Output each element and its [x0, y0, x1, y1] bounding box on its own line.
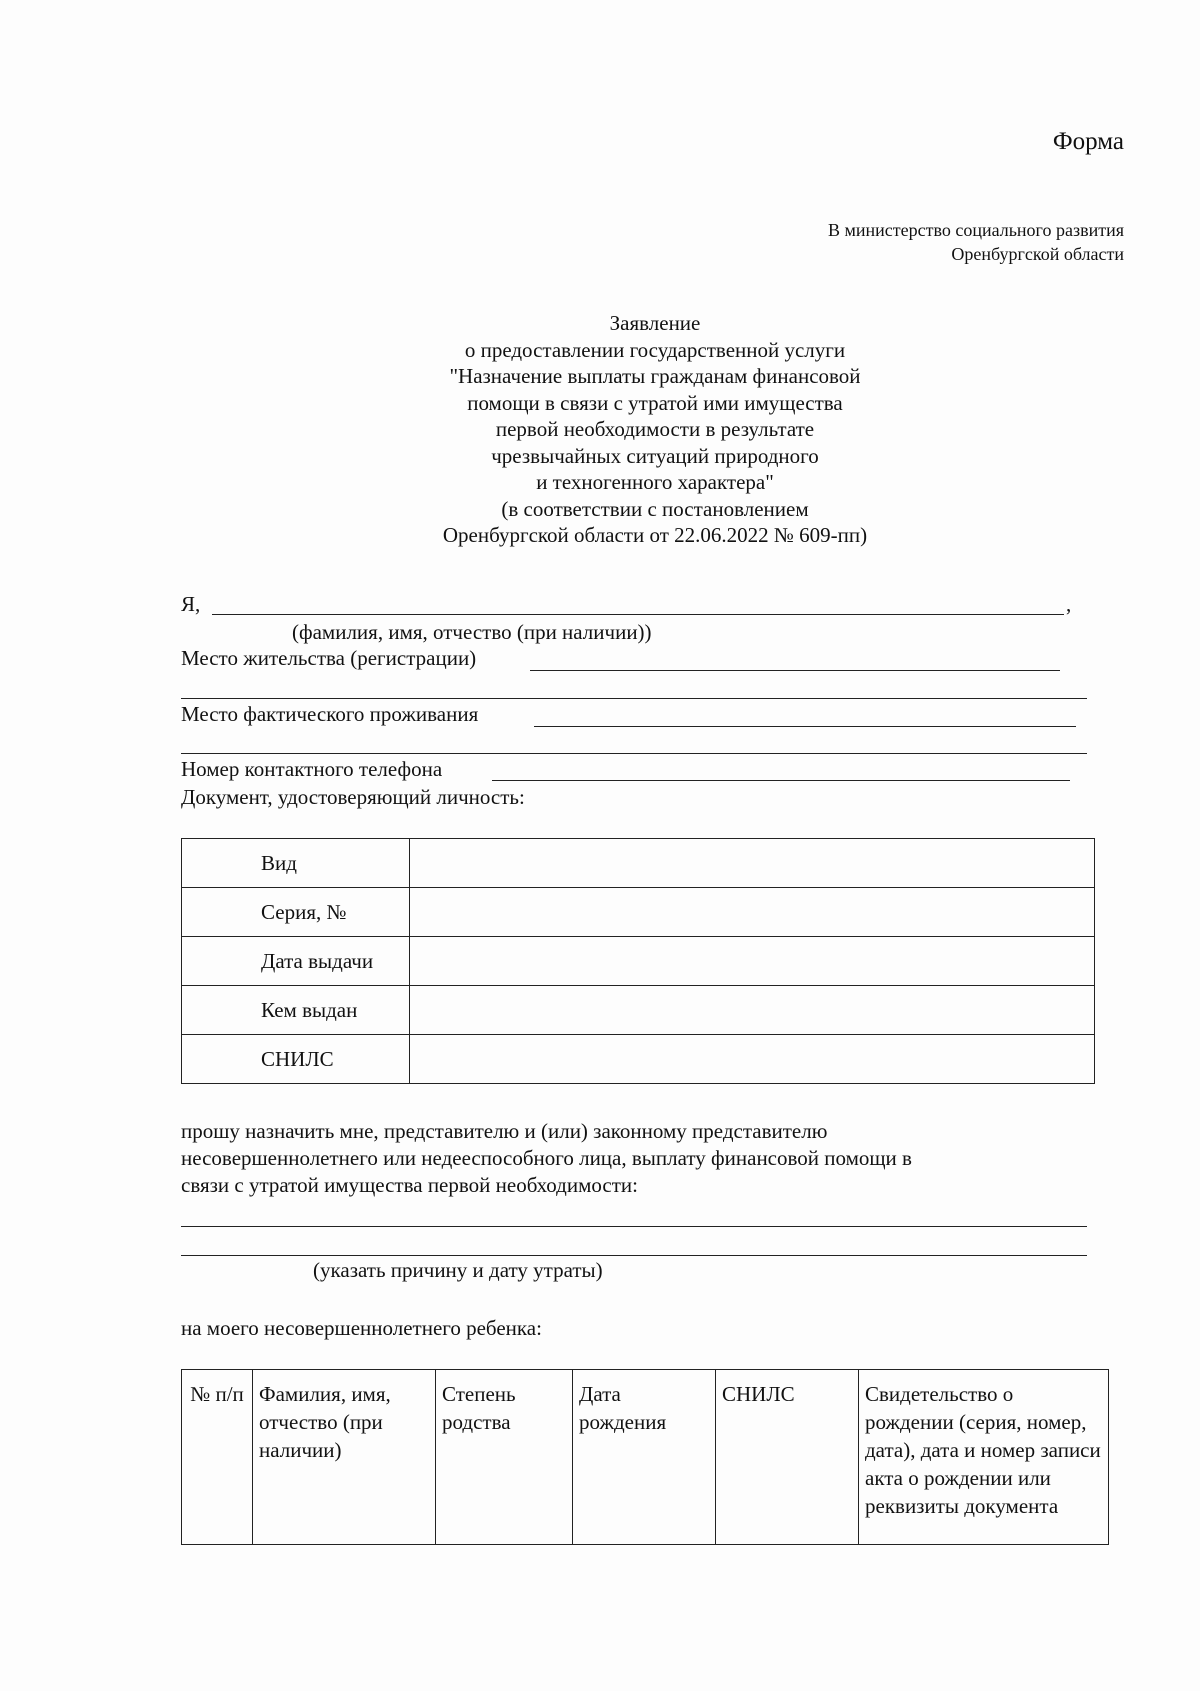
- id-row-value-cell[interactable]: [410, 937, 1095, 986]
- col-header-birthdate: Дата рождения: [573, 1370, 716, 1545]
- col-header-relation: Степень родства: [436, 1370, 573, 1545]
- title-line: и техногенного характера": [536, 470, 774, 494]
- children-table: [181, 1369, 1109, 1545]
- title-line: первой необходимости в результате: [495, 417, 815, 441]
- fio-caption: (фамилия, имя, отчество (при наличии)): [292, 620, 652, 644]
- id-row-value-cell[interactable]: [410, 986, 1095, 1035]
- request-line: связи с утратой имущества первой необходимости:: [181, 1173, 638, 1197]
- title-line: Оренбургской области от 22.06.2022 № 609-пп): [442, 523, 868, 547]
- actual-residence-field-line[interactable]: [534, 726, 1076, 727]
- phone-label: Номер контактного телефона: [181, 757, 443, 781]
- col-header-number: № п/п: [182, 1370, 253, 1545]
- id-row-value-cell[interactable]: [410, 1035, 1095, 1084]
- residence-field-line[interactable]: [530, 670, 1060, 671]
- table-row: [182, 986, 1095, 1035]
- id-document-table: [181, 838, 1095, 1084]
- recipient-line-1: В министерство социального развития: [827, 220, 1124, 240]
- title-line: помощи в связи с утратой ими имущества: [467, 390, 843, 415]
- table-row: [182, 888, 1095, 937]
- col-header-birth-certificate: Свидетельство о рождении (серия, номер, дата), дата и номер записи акта о рождении или реквизиты документа: [859, 1370, 1109, 1545]
- residence-field-line-2[interactable]: [181, 698, 1087, 699]
- id-document-label: Документ, удостоверяющий личность:: [181, 785, 525, 809]
- title-line: чрезвычайных ситуаций природного: [491, 443, 819, 468]
- table-row: [182, 1035, 1095, 1084]
- fio-comma: ,: [1066, 592, 1072, 616]
- request-line: прошу назначить мне, представителю и (или) законному представителю: [181, 1119, 828, 1143]
- id-row-label: Дата выдачи: [182, 937, 410, 986]
- application-title: [350, 310, 960, 549]
- request-paragraph: [181, 1118, 912, 1199]
- table-row: [182, 839, 1095, 888]
- reason-field-line[interactable]: [181, 1226, 1087, 1227]
- form-label: Форма: [1052, 128, 1124, 155]
- id-row-value-cell[interactable]: [410, 839, 1095, 888]
- id-row-label: Серия, №: [182, 888, 410, 937]
- table-row: [182, 937, 1095, 986]
- actual-residence-label: Место фактического проживания: [181, 702, 479, 726]
- title-line: (в соответствии с постановлением: [501, 496, 809, 521]
- fio-field-line[interactable]: [212, 614, 1064, 615]
- recipient-block: [828, 218, 1124, 266]
- request-line: несовершеннолетнего или недееспособного лица, выплату финансовой помощи в: [181, 1146, 912, 1170]
- id-row-label: Вид: [182, 839, 410, 888]
- actual-residence-field-line-2[interactable]: [181, 753, 1087, 754]
- title-line: Заявление: [609, 311, 701, 335]
- col-header-fio: Фамилия, имя, отчество (при наличии): [253, 1370, 436, 1545]
- title-line: "Назначение выплаты гражданам финансовой: [449, 364, 861, 388]
- id-row-label: СНИЛС: [182, 1035, 410, 1084]
- table-header-row: [182, 1370, 1109, 1545]
- col-header-snils: СНИЛС: [716, 1370, 859, 1545]
- reason-field-line-2[interactable]: [181, 1255, 1087, 1256]
- residence-label: Место жительства (регистрации): [181, 646, 477, 670]
- reason-caption: (указать причину и дату утраты): [313, 1258, 603, 1282]
- recipient-line-2: Оренбургской области: [951, 244, 1124, 264]
- ya-label: Я,: [181, 592, 201, 616]
- id-row-value-cell[interactable]: [410, 888, 1095, 937]
- child-label: на моего несовершеннолетнего ребенка:: [181, 1316, 542, 1340]
- phone-field-line[interactable]: [492, 780, 1070, 781]
- title-line: о предоставлении государственной услуги: [464, 337, 846, 362]
- id-row-label: Кем выдан: [182, 986, 410, 1035]
